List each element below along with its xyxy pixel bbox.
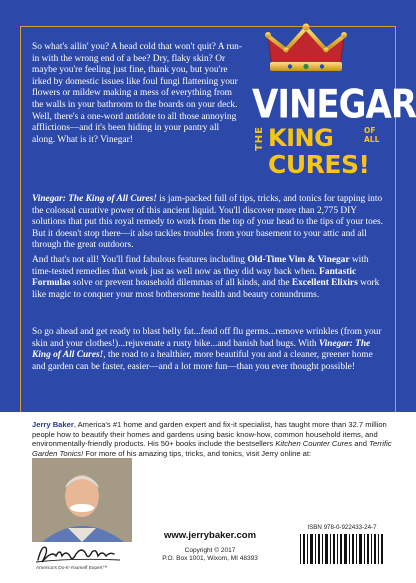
closing-text-b: , the road to a healthier, more beautiful you and a cleaner, greener home and garden can be faster, easier—and a lot more fun—than you ever thought possible! <box>32 350 373 372</box>
bio-text-a: , America's #1 home and garden expert and fix-it specialist, has taught more than 32.7 million people how to beautify their homes and gardens using basic know-how, common household items, and environmentally-friendly products. His 50+ books include the bestsellers <box>32 420 387 449</box>
features-text-d: work like magic to conquer your most bothersome health and beauty conundrums. <box>32 278 380 300</box>
description-text: is jam-packed full of tips, tricks, and tonics for tapping into the colossal curative power of this ancient liquid. You'll discover more than 2,775 DIY solutions that put this royal remedy to work from the top of your head to the tips of your toes. But it doesn't stop there—it also tackles troubles from your basement to your attic and all through the great outdoors. <box>32 194 383 251</box>
bio-text-c: For more of his amazing tips, tricks, and tonics, visit Jerry online at: <box>83 449 312 459</box>
book-title-inline: Vinegar: The King of All Cures! <box>32 194 157 204</box>
features-text-a: And that's not all! You'll find fabulous features including <box>32 255 248 265</box>
crown-icon <box>262 22 350 74</box>
closing-paragraph <box>32 327 387 373</box>
title-of-all: OF ALL <box>364 126 380 144</box>
title-vinegar: VINEGAR <box>252 82 416 128</box>
features-text-b: with time-tested remedies that work just as well now as they did way back when. <box>32 255 369 277</box>
intro-paragraph: So what's ailin' you? A head cold that won't quit? A run-in with the wrong end of a bee? Dry, flaky skin? Or maybe you're feeling just fine, thank you, but you're irked by domestic issues like foul fungi flattening your flowers or mildew making a mess of everything from the walls in your bathroom to the boards on your deck. Well, there's a one-word antidote to all those annoying afflictions—and it's been hiding in your pantry all along. What is it? Vinegar! <box>32 42 242 145</box>
book-title-inline-2: Vinegar: The King of All Cures! <box>32 338 371 361</box>
features-paragraph <box>32 255 387 301</box>
description-paragraph <box>32 194 387 252</box>
signature-graphic <box>32 542 132 566</box>
author-photo <box>32 458 132 542</box>
isbn-text: ISBN 978-0-922433-24-7 <box>307 524 377 531</box>
signature-tagline: America's Do-It-Yourself Expert™ <box>36 566 108 571</box>
bio-text-b: and <box>352 439 370 449</box>
author-portrait-graphic <box>32 458 132 542</box>
features-text-c: solve or prevent household dilemmas of all kinds, and the <box>70 278 292 289</box>
address-line: P.O. Box 1001, Wixom, MI 48393 <box>162 555 258 563</box>
book-terrific-garden-tonics: Terrific Garden Tonics! <box>32 439 392 459</box>
author-name: Jerry Baker <box>32 420 74 429</box>
book-kitchen-counter-cures: Kitchen Counter Cures <box>275 439 353 449</box>
feature-excellent-elixirs: Excellent Elixirs <box>291 278 358 289</box>
author-bio <box>32 420 392 459</box>
feature-fantastic-formulas: Fantastic Formulas <box>32 266 357 289</box>
title-king: KING <box>268 124 334 152</box>
copyright-block <box>140 547 280 564</box>
title-cures: CURES! <box>268 150 370 179</box>
website-url: www.jerrybaker.com <box>163 530 257 541</box>
title-the: THE <box>254 126 265 152</box>
copyright-line: Copyright © 2017 <box>184 547 236 554</box>
feature-old-time-vim: Old-Time Vim & Vinegar <box>247 255 350 265</box>
closing-text-a: So go ahead and get ready to blast belly fat...fend off flu germs...remove wrinkles (from your skin and your clothes!)...rejuvenate a rusty bike...and banish bad bugs. With <box>32 327 382 349</box>
